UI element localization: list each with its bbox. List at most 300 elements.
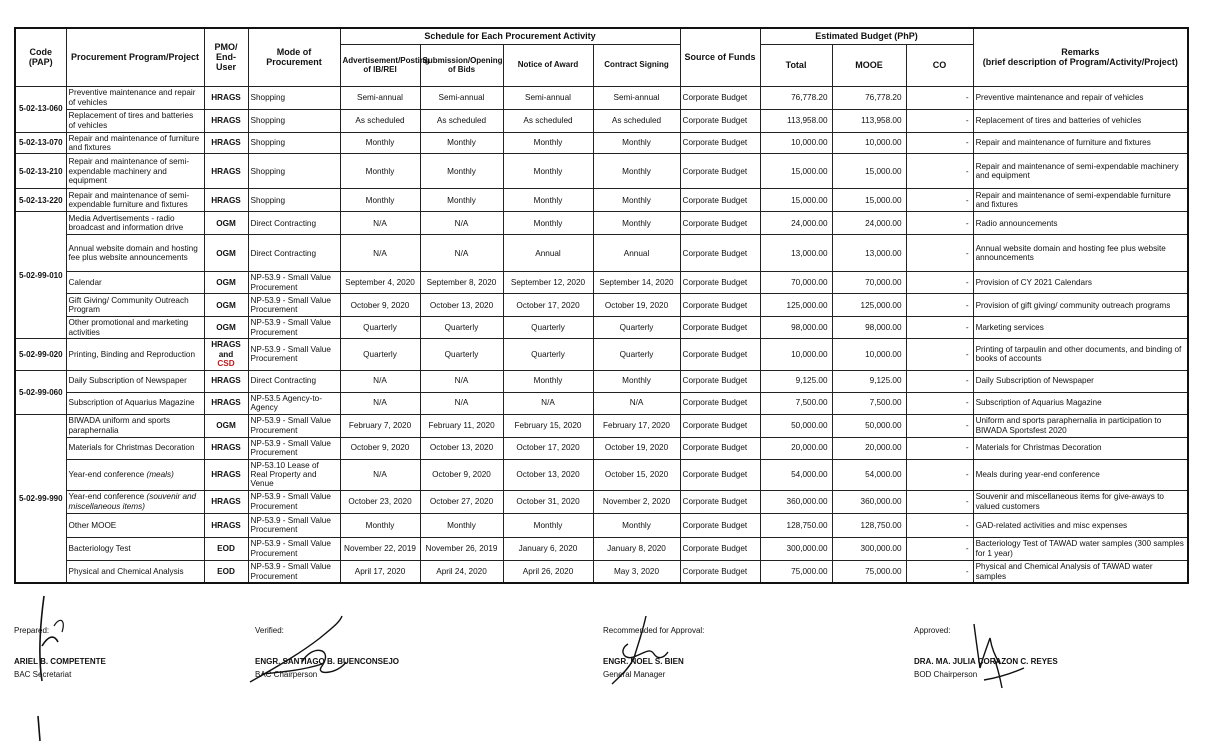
co-cell: - xyxy=(906,437,973,459)
mooe-cell: 10,000.00 xyxy=(832,132,906,154)
verified-name: ENGR. SANTIAGO B. BUENCONSEJO xyxy=(255,657,400,666)
co-cell: - xyxy=(906,370,973,392)
header-mooe: MOOE xyxy=(832,44,906,86)
pmo-name: EOD xyxy=(217,544,235,554)
mooe-cell: 7,500.00 xyxy=(832,392,906,414)
pmo-cell xyxy=(204,272,248,294)
funds-cell: Corporate Budget xyxy=(680,189,760,212)
pmo-name: HRAGS xyxy=(211,166,241,176)
table-row xyxy=(15,513,1188,537)
program-name: Subscription of Aquarius Magazine xyxy=(68,398,195,408)
mooe-cell: 360,000.00 xyxy=(832,490,906,513)
pmo-name: OGM xyxy=(216,278,236,288)
pmo-cell xyxy=(204,370,248,392)
program-name: Repair and maintenance of semi-expendable furniture and fixtures xyxy=(68,190,190,210)
pmo-name: HRAGS xyxy=(211,398,241,408)
funds-cell: Corporate Budget xyxy=(680,392,760,414)
header-remarks xyxy=(973,28,1188,86)
recommended-title: General Manager xyxy=(603,670,666,679)
code-cell: 5-02-99-020 xyxy=(15,339,66,370)
program-name: Physical and Chemical Analysis xyxy=(68,566,184,576)
total-cell: 360,000.00 xyxy=(760,490,832,513)
mode-cell: NP-53.9 - Small Value Procurement xyxy=(248,537,340,560)
mooe-cell: 300,000.00 xyxy=(832,537,906,560)
pmo-name: OGM xyxy=(216,420,236,430)
co-cell: - xyxy=(906,392,973,414)
pmo-name: EOD xyxy=(217,566,235,576)
award-cell: Quarterly xyxy=(503,317,593,339)
submission-cell: Monthly xyxy=(420,189,503,212)
program-name: Bacteriology Test xyxy=(68,544,131,554)
pmo-cell xyxy=(204,490,248,513)
table-row xyxy=(15,294,1188,317)
pmo-name: HRAGS xyxy=(211,470,241,480)
award-cell: Monthly xyxy=(503,370,593,392)
remarks-cell: Subscription of Aquarius Magazine xyxy=(973,392,1188,414)
advert-cell: N/A xyxy=(340,459,420,490)
header-remarks-sub: (brief description of Program/Activity/Project) xyxy=(982,57,1178,68)
ppmp-sheet xyxy=(14,27,1187,584)
mode-cell: NP-53.9 - Small Value Procurement xyxy=(248,294,340,317)
table-row xyxy=(15,537,1188,560)
total-cell: 10,000.00 xyxy=(760,339,832,370)
pmo-cell xyxy=(204,537,248,560)
remarks-cell: Radio announcements xyxy=(973,212,1188,235)
total-cell: 15,000.00 xyxy=(760,189,832,212)
submission-cell: As scheduled xyxy=(420,109,503,132)
mode-cell: Shopping xyxy=(248,86,340,109)
contract-cell: Monthly xyxy=(593,189,680,212)
co-cell: - xyxy=(906,317,973,339)
mode-cell: NP-53.9 - Small Value Procurement xyxy=(248,513,340,537)
mooe-cell: 54,000.00 xyxy=(832,459,906,490)
approved-name: DRA. MA. JULIA CORAZON C. REYES xyxy=(914,657,1058,666)
submission-cell: N/A xyxy=(420,392,503,414)
mooe-cell: 50,000.00 xyxy=(832,414,906,437)
remarks-cell: Repair and maintenance of furniture and fixtures xyxy=(973,132,1188,154)
header-co: CO xyxy=(906,44,973,86)
total-cell: 113,958.00 xyxy=(760,109,832,132)
program-name: Materials for Christmas Decoration xyxy=(68,443,195,453)
pmo-name: HRAGS xyxy=(211,376,241,386)
remarks-cell: Souvenir and miscellaneous items for give-aways to valued customers xyxy=(973,490,1188,513)
header-remarks-title: Remarks xyxy=(1061,46,1100,57)
pmo-cell xyxy=(204,235,248,272)
header-code: Code (PAP) xyxy=(15,28,66,86)
co-cell: - xyxy=(906,132,973,154)
award-cell: February 15, 2020 xyxy=(503,414,593,437)
co-cell: - xyxy=(906,235,973,272)
program-name: Preventive maintenance and repair of vehicles xyxy=(68,88,196,107)
mooe-cell: 98,000.00 xyxy=(832,317,906,339)
pmo-name: HRAGS xyxy=(211,497,241,507)
pmo-cell xyxy=(204,189,248,212)
remarks-cell: Uniform and sports paraphernalia in participation to BIWADA Sportsfest 2020 xyxy=(973,414,1188,437)
program-name: Calendar xyxy=(68,278,102,288)
approved-label: Approved: xyxy=(914,626,951,635)
contract-cell: Quarterly xyxy=(593,317,680,339)
pmo-name: HRAGS xyxy=(211,520,241,530)
header-schedule: Schedule for Each Procurement Activity xyxy=(340,28,680,44)
co-cell: - xyxy=(906,537,973,560)
pmo-cell xyxy=(204,459,248,490)
co-cell: - xyxy=(906,339,973,370)
award-cell: April 26, 2020 xyxy=(503,560,593,583)
mooe-cell: 13,000.00 xyxy=(832,235,906,272)
funds-cell: Corporate Budget xyxy=(680,109,760,132)
mode-cell: Shopping xyxy=(248,189,340,212)
remarks-cell: Provision of gift giving/ community outreach programs xyxy=(973,294,1188,317)
table-row xyxy=(15,189,1188,212)
contract-cell: May 3, 2020 xyxy=(593,560,680,583)
total-cell: 10,000.00 xyxy=(760,132,832,154)
remarks-cell: Repair and maintenance of semi-expendable machinery and equipment xyxy=(973,154,1188,189)
co-cell: - xyxy=(906,294,973,317)
prepared-signature-icon xyxy=(14,586,94,746)
submission-cell: Monthly xyxy=(420,513,503,537)
pmo-cell xyxy=(204,560,248,583)
pmo-cell xyxy=(204,513,248,537)
table-row xyxy=(15,392,1188,414)
award-cell: Monthly xyxy=(503,154,593,189)
contract-cell: Semi-annual xyxy=(593,86,680,109)
funds-cell: Corporate Budget xyxy=(680,560,760,583)
pmo-cell xyxy=(204,437,248,459)
program-name: Printing, Binding and Reproduction xyxy=(68,349,196,359)
advert-cell: Monthly xyxy=(340,513,420,537)
program-cell xyxy=(66,212,204,235)
advert-cell: Quarterly xyxy=(340,317,420,339)
remarks-cell: Marketing services xyxy=(973,317,1188,339)
total-cell: 75,000.00 xyxy=(760,560,832,583)
program-name: Daily Subscription of Newspaper xyxy=(68,376,187,386)
advert-cell: September 4, 2020 xyxy=(340,272,420,294)
table-row xyxy=(15,109,1188,132)
table-row xyxy=(15,272,1188,294)
code-cell: 5-02-13-070 xyxy=(15,132,66,154)
table-row xyxy=(15,86,1188,109)
header-pmo: PMO/ End-User xyxy=(204,28,248,86)
mooe-cell: 128,750.00 xyxy=(832,513,906,537)
funds-cell: Corporate Budget xyxy=(680,235,760,272)
program-name: Media Advertisements - radio broadcast and information drive xyxy=(68,213,184,233)
pmo-cell xyxy=(204,414,248,437)
mode-cell: NP-53.9 - Small Value Procurement xyxy=(248,414,340,437)
award-cell: Monthly xyxy=(503,513,593,537)
award-cell: Semi-annual xyxy=(503,86,593,109)
co-cell: - xyxy=(906,560,973,583)
contract-cell: January 8, 2020 xyxy=(593,537,680,560)
submission-cell: April 24, 2020 xyxy=(420,560,503,583)
advert-cell: Monthly xyxy=(340,132,420,154)
advert-cell: October 23, 2020 xyxy=(340,490,420,513)
total-cell: 125,000.00 xyxy=(760,294,832,317)
advert-cell: Semi-annual xyxy=(340,86,420,109)
submission-cell: September 8, 2020 xyxy=(420,272,503,294)
advert-cell: N/A xyxy=(340,212,420,235)
contract-cell: October 19, 2020 xyxy=(593,294,680,317)
program-cell xyxy=(66,272,204,294)
code-cell: 5-02-99-010 xyxy=(15,212,66,339)
table-row xyxy=(15,235,1188,272)
pmo-cell xyxy=(204,339,248,370)
pmo-cell xyxy=(204,212,248,235)
mooe-cell: 113,958.00 xyxy=(832,109,906,132)
program-cell xyxy=(66,537,204,560)
pmo-name: HRAGS xyxy=(211,115,241,125)
contract-cell: Quarterly xyxy=(593,339,680,370)
award-cell: Quarterly xyxy=(503,339,593,370)
mooe-cell: 9,125.00 xyxy=(832,370,906,392)
table-row xyxy=(15,339,1188,370)
program-note: (meals) xyxy=(146,470,174,480)
pmo-cell xyxy=(204,86,248,109)
remarks-cell: Preventive maintenance and repair of vehicles xyxy=(973,86,1188,109)
program-name: Year-end conference xyxy=(68,492,145,502)
remarks-cell: Annual website domain and hosting fee plus website announcements xyxy=(973,235,1188,272)
program-name: Repair and maintenance of semi-expendable machinery and equipment xyxy=(68,157,190,186)
total-cell: 98,000.00 xyxy=(760,317,832,339)
submission-cell: October 9, 2020 xyxy=(420,459,503,490)
mode-cell: Direct Contracting xyxy=(248,212,340,235)
header-mode: Mode of Procurement xyxy=(248,28,340,86)
table-row xyxy=(15,560,1188,583)
table-row xyxy=(15,132,1188,154)
program-cell xyxy=(66,294,204,317)
total-cell: 76,778.20 xyxy=(760,86,832,109)
mode-cell: NP-53.9 - Small Value Procurement xyxy=(248,272,340,294)
prepared-label: Prepared: xyxy=(14,626,50,635)
advert-cell: N/A xyxy=(340,370,420,392)
program-cell xyxy=(66,317,204,339)
award-cell: Annual xyxy=(503,235,593,272)
program-cell xyxy=(66,437,204,459)
mode-cell: Shopping xyxy=(248,109,340,132)
total-cell: 300,000.00 xyxy=(760,537,832,560)
program-cell xyxy=(66,154,204,189)
contract-cell: As scheduled xyxy=(593,109,680,132)
pmo-cell xyxy=(204,294,248,317)
award-cell: January 6, 2020 xyxy=(503,537,593,560)
total-cell: 50,000.00 xyxy=(760,414,832,437)
mooe-cell: 125,000.00 xyxy=(832,294,906,317)
funds-cell: Corporate Budget xyxy=(680,513,760,537)
program-name: Other promotional and marketing activities xyxy=(68,318,189,337)
header-total: Total xyxy=(760,44,832,86)
submission-cell: Quarterly xyxy=(420,339,503,370)
remarks-cell: Replacement of tires and batteries of vehicles xyxy=(973,109,1188,132)
remarks-cell: Bacteriology Test of TAWAD water samples (300 samples for 1 year) xyxy=(973,537,1188,560)
funds-cell: Corporate Budget xyxy=(680,272,760,294)
pmo-name: OGM xyxy=(216,300,236,310)
verified-label: Verified: xyxy=(255,626,284,635)
program-cell xyxy=(66,235,204,272)
contract-cell: Monthly xyxy=(593,132,680,154)
advert-cell: N/A xyxy=(340,392,420,414)
co-cell: - xyxy=(906,86,973,109)
table-body xyxy=(15,86,1188,583)
header-advert: Advertisement/Posting of IB/REI xyxy=(340,44,420,86)
award-cell: October 31, 2020 xyxy=(503,490,593,513)
co-cell: - xyxy=(906,459,973,490)
pmo-name: HRAGS xyxy=(211,92,241,102)
pmo-name-2: CSD xyxy=(217,359,235,369)
co-cell: - xyxy=(906,490,973,513)
program-name: Other MOOE xyxy=(68,520,117,530)
total-cell: 15,000.00 xyxy=(760,154,832,189)
header-contract: Contract Signing xyxy=(593,44,680,86)
header-funds: Source of Funds xyxy=(680,28,760,86)
header-award: Notice of Award xyxy=(503,44,593,86)
code-cell: 5-02-99-060 xyxy=(15,370,66,414)
total-cell: 128,750.00 xyxy=(760,513,832,537)
program-name: Repair and maintenance of furniture and fixtures xyxy=(68,133,200,152)
mooe-cell: 15,000.00 xyxy=(832,189,906,212)
pmo-name: OGM xyxy=(216,323,236,333)
co-cell: - xyxy=(906,189,973,212)
table-row xyxy=(15,370,1188,392)
funds-cell: Corporate Budget xyxy=(680,86,760,109)
program-cell xyxy=(66,370,204,392)
remarks-cell: GAD-related activities and misc expenses xyxy=(973,513,1188,537)
mooe-cell: 76,778.20 xyxy=(832,86,906,109)
total-cell: 24,000.00 xyxy=(760,212,832,235)
co-cell: - xyxy=(906,212,973,235)
recommended-name: ENGR. NOEL S. BIEN xyxy=(603,657,684,666)
co-cell: - xyxy=(906,513,973,537)
submission-cell: November 26, 2019 xyxy=(420,537,503,560)
recommended-label: Recommended for Approval: xyxy=(603,626,705,635)
submission-cell: N/A xyxy=(420,235,503,272)
mode-cell: Shopping xyxy=(248,132,340,154)
program-cell xyxy=(66,86,204,109)
award-cell: Monthly xyxy=(503,132,593,154)
signatories xyxy=(14,626,1187,736)
contract-cell: October 15, 2020 xyxy=(593,459,680,490)
contract-cell: Monthly xyxy=(593,212,680,235)
pmo-name: HRAGS and xyxy=(211,340,241,359)
pmo-name: OGM xyxy=(216,248,236,258)
mooe-cell: 75,000.00 xyxy=(832,560,906,583)
table-row xyxy=(15,317,1188,339)
code-cell: 5-02-13-060 xyxy=(15,86,66,132)
code-cell: 5-02-99-990 xyxy=(15,414,66,583)
co-cell: - xyxy=(906,154,973,189)
advert-cell: Quarterly xyxy=(340,339,420,370)
award-cell: September 12, 2020 xyxy=(503,272,593,294)
remarks-cell: Repair and maintenance of semi-expendable furniture and fixtures xyxy=(973,189,1188,212)
pmo-cell xyxy=(204,109,248,132)
mooe-cell: 20,000.00 xyxy=(832,437,906,459)
remarks-cell: Daily Subscription of Newspaper xyxy=(973,370,1188,392)
pmo-name: HRAGS xyxy=(211,443,241,453)
co-cell: - xyxy=(906,109,973,132)
contract-cell: Monthly xyxy=(593,154,680,189)
program-name: BIWADA uniform and sports paraphernalia xyxy=(68,416,171,435)
mode-cell: NP-53.5 Agency-to-Agency xyxy=(248,392,340,414)
code-cell: 5-02-13-220 xyxy=(15,189,66,212)
contract-cell: Monthly xyxy=(593,370,680,392)
table-row xyxy=(15,490,1188,513)
advert-cell: As scheduled xyxy=(340,109,420,132)
total-cell: 54,000.00 xyxy=(760,459,832,490)
remarks-cell: Meals during year-end conference xyxy=(973,459,1188,490)
funds-cell: Corporate Budget xyxy=(680,537,760,560)
total-cell: 70,000.00 xyxy=(760,272,832,294)
header-program: Procurement Program/Project xyxy=(66,28,204,86)
program-cell xyxy=(66,132,204,154)
header-submission: Submission/Opening of Bids xyxy=(420,44,503,86)
contract-cell: September 14, 2020 xyxy=(593,272,680,294)
total-cell: 7,500.00 xyxy=(760,392,832,414)
program-cell xyxy=(66,490,204,513)
funds-cell: Corporate Budget xyxy=(680,370,760,392)
funds-cell: Corporate Budget xyxy=(680,294,760,317)
submission-cell: February 11, 2020 xyxy=(420,414,503,437)
funds-cell: Corporate Budget xyxy=(680,317,760,339)
pmo-name: HRAGS xyxy=(211,138,241,148)
table-row xyxy=(15,212,1188,235)
program-name: Replacement of tires and batteries of vehicles xyxy=(68,111,194,130)
contract-cell: October 19, 2020 xyxy=(593,437,680,459)
mode-cell: NP-53.9 - Small Value Procurement xyxy=(248,437,340,459)
submission-cell: N/A xyxy=(420,212,503,235)
remarks-cell: Materials for Christmas Decoration xyxy=(973,437,1188,459)
verified-title: BAC Chairperson xyxy=(255,670,318,679)
advert-cell: Monthly xyxy=(340,154,420,189)
funds-cell: Corporate Budget xyxy=(680,490,760,513)
funds-cell: Corporate Budget xyxy=(680,459,760,490)
mooe-cell: 15,000.00 xyxy=(832,154,906,189)
pmo-name: HRAGS xyxy=(211,195,241,205)
funds-cell: Corporate Budget xyxy=(680,154,760,189)
total-cell: 9,125.00 xyxy=(760,370,832,392)
advert-cell: April 17, 2020 xyxy=(340,560,420,583)
funds-cell: Corporate Budget xyxy=(680,414,760,437)
program-note: (souvenir and miscellaneous items) xyxy=(68,492,197,511)
verified-signature-icon xyxy=(242,614,382,694)
approved-signature-icon xyxy=(944,618,1054,698)
table-row xyxy=(15,414,1188,437)
funds-cell: Corporate Budget xyxy=(680,339,760,370)
submission-cell: Monthly xyxy=(420,154,503,189)
submission-cell: October 13, 2020 xyxy=(420,437,503,459)
contract-cell: November 2, 2020 xyxy=(593,490,680,513)
mooe-cell: 24,000.00 xyxy=(832,212,906,235)
co-cell: - xyxy=(906,414,973,437)
program-cell xyxy=(66,392,204,414)
program-name: Annual website domain and hosting fee plus website announcements xyxy=(68,243,198,263)
remarks-cell: Physical and Chemical Analysis of TAWAD water samples xyxy=(973,560,1188,583)
mode-cell: NP-53.9 - Small Value Procurement xyxy=(248,317,340,339)
recommended-signature-icon xyxy=(598,614,718,694)
mode-cell: Shopping xyxy=(248,154,340,189)
award-cell: October 17, 2020 xyxy=(503,294,593,317)
program-cell xyxy=(66,189,204,212)
mooe-cell: 10,000.00 xyxy=(832,339,906,370)
award-cell: N/A xyxy=(503,392,593,414)
procurement-plan-table xyxy=(14,27,1189,584)
table-row xyxy=(15,437,1188,459)
program-cell xyxy=(66,109,204,132)
mooe-cell: 70,000.00 xyxy=(832,272,906,294)
program-cell xyxy=(66,339,204,370)
advert-cell: February 7, 2020 xyxy=(340,414,420,437)
pmo-cell xyxy=(204,392,248,414)
advert-cell: October 9, 2020 xyxy=(340,437,420,459)
award-cell: Monthly xyxy=(503,212,593,235)
award-cell: As scheduled xyxy=(503,109,593,132)
